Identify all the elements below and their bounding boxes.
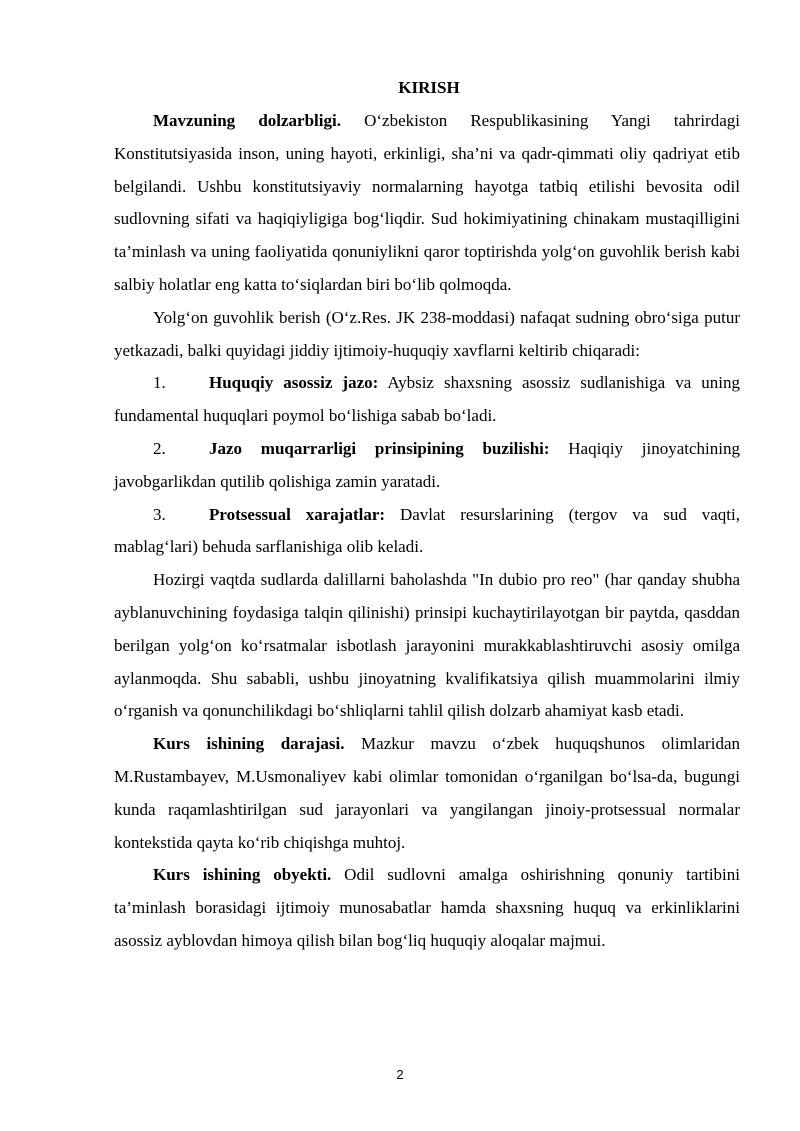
paragraph-text: Odil sudlovni amalga oshirishning qonuniy tartibini ta’minlash borasidagi ijtimoiy munosabatlar hamda shaxsning huquq va erkinliklarini asossiz ayblovdan himoya qilish bilan bog‘liq huquqiy aloqalar majmui. (114, 865, 740, 950)
list-item-number: 3. (153, 504, 166, 524)
paragraph-text: Mazkur mavzu o‘zbek huquqshunos olimlaridan M.Rustambayev, M.Usmonaliyev kabi olimlar tomonidan o‘rganilgan bo‘lsa-da, bugungi kunda raqamlashtirilgan sud jarayonlari va yangilangan jinoiy-protsessual normalar kontekstida qayta ko‘rib chiqishga muhtoj. (114, 734, 740, 852)
list-item-text: Aybsiz shaxsning asossiz sudlanishiga va uning fundamental huquqlari poymol bo‘lishiga sabab bo‘ladi. (114, 373, 740, 426)
list-item (114, 433, 740, 499)
page-title: KIRISH (398, 78, 460, 97)
paragraph-text: O‘zbekiston Respublikasining Yangi tahrirdagi Konstitutsiyasida inson, uning hayoti, erkinligi, sha’ni va qadr-qimmati oliy qadriyat etib belgilandi. Ushbu konstitutsiyaviy normalarning hayotga tatbiq etilishi bevosita odil sudlovning sifati va haqiqiyligiga bog‘liqdir. Sud hokimiyatining chinakam mustaqilligini ta’minlash va uning faoliyatida qonuniylikni qaror toptirishda yolg‘on guvohlik berish kabi salbiy holatlar eng katta to‘siqlardan biri bo‘lib qolmoqda. (114, 111, 740, 294)
list-item-heading: Protsessual xarajatlar: (209, 504, 386, 524)
list-item-heading: Huquqiy asossiz jazo: (209, 373, 379, 393)
paragraph-text: Hozirgi vaqtda sudlarda dalillarni baholashda "In dubio pro reo" (har qanday shubha ayblanuvchining foydasiga talqin qilinishi) prinsipi kuchaytirilayotgan bir paytda, qasddan berilgan yolg‘on ko‘rsatmalar isbotlash jarayonini murakkablashtiruvchi asosiy omilga aylanmoqda. Shu sababli, ushbu jinoyatning kvalifikatsiya qilish muammolarini ilmiy o‘rganish va qonunchilikdagi bo‘shliqlarni tahlil qilish dolzarb ahamiyat kasb etadi. (114, 570, 740, 721)
list-item-text: Haqiqiy jinoyatchining javobgarlikdan qutilib qolishiga zamin yaratadi. (114, 438, 740, 491)
paragraph-relevance (114, 105, 740, 302)
paragraph-heading: Mavzuning dolzarbligi. (153, 111, 341, 130)
page-number: 2 (396, 1067, 404, 1082)
paragraph-heading: Kurs ishining darajasi. (153, 734, 345, 754)
page-content (114, 74, 740, 958)
paragraph-false-testimony (114, 302, 740, 368)
list-item-number: 1. (153, 373, 166, 393)
list-item (114, 499, 740, 565)
paragraph-text: Yolg‘on guvohlik berish (O‘z.Res. JK 238-moddasi) nafaqat sudning obro‘siga putur yetkazadi, balki quyidagi jiddiy ijtimoiy-huquqiy xavflarni keltirib chiqaradi: (114, 307, 740, 360)
list-item-number: 2. (153, 438, 166, 458)
paragraph-in-dubio (114, 564, 740, 728)
paragraph-degree (114, 728, 740, 859)
list-item-heading: Jazo muqarrarligi prinsipining buzilishi: (209, 438, 550, 458)
paragraph-object (114, 859, 740, 957)
list-item-text: Davlat resurslarining (tergov va sud vaqti, mablag‘lari) behuda sarflanishiga olib keladi. (114, 504, 740, 557)
paragraph-heading: Kurs ishining obyekti. (153, 865, 332, 885)
list-item (114, 367, 740, 433)
